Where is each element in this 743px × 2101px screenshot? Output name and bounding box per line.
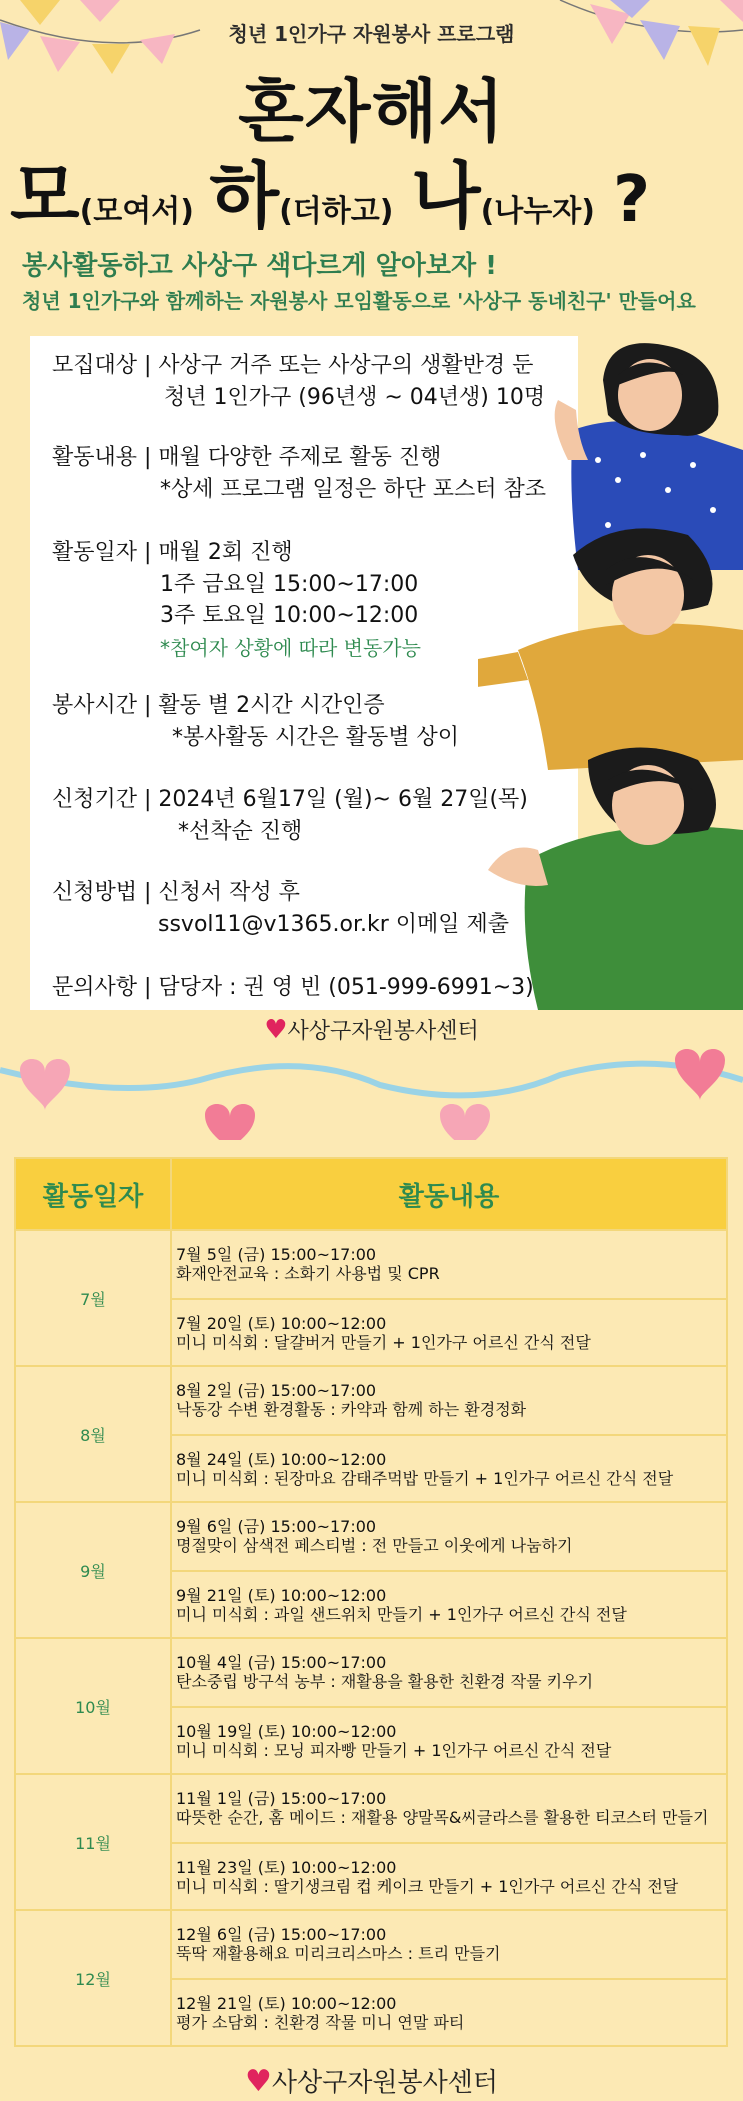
- month-cell: 12월: [16, 1911, 172, 2045]
- org-logo-bottom: [0, 2062, 743, 2099]
- info-period-1: 신청기간 | 2024년 6월17일 (월)~ 6월 27일(목): [52, 787, 528, 812]
- event-date: 7월 5일 (금) 15:00~17:00: [176, 1245, 377, 1264]
- event-desc: 따뜻한 순간, 홈 메이드 : 재활용 양말목&씨글라스를 활용한 티코스터 만들기: [176, 1808, 709, 1827]
- acronym-na: 나: [411, 154, 481, 238]
- info-hours-1: 봉사시간 | 활동 별 2시간 시간인증: [52, 693, 385, 718]
- intro-line-1: 봉사활동하고 사상구 색다르게 알아보자 !: [22, 251, 498, 281]
- schedule-table: [14, 1157, 728, 2047]
- event-desc: 미니 미식회 : 된장마요 감태주먹밥 만들기 + 1인가구 어르신 간식 전달: [176, 1469, 674, 1488]
- acronym-ha-sub: (더하고): [279, 194, 394, 229]
- schedule-header-row: [16, 1159, 726, 1229]
- heart-logo-icon: ♥: [245, 2064, 272, 2099]
- info-period-2: *선착순 진행: [178, 819, 303, 844]
- month-cell: 10월: [16, 1639, 172, 1773]
- event-item: [172, 1639, 726, 1706]
- event-date: 10월 19일 (토) 10:00~12:00: [176, 1722, 397, 1741]
- event-date: 12월 6일 (금) 15:00~17:00: [176, 1925, 387, 1944]
- event-item: [172, 1434, 726, 1501]
- info-hours-2: *봉사활동 시간은 활동별 상이: [172, 725, 460, 750]
- event-item: [172, 1911, 726, 1978]
- event-item: [172, 1367, 726, 1434]
- info-date-2: 1주 금요일 15:00~17:00: [160, 572, 419, 597]
- info-contact: 문의사항 | 담당자 : 권 영 빈 (051-999-6991~3): [52, 975, 534, 1000]
- acronym-na-sub: (나누자): [480, 194, 595, 229]
- people-illustration: [478, 340, 743, 1010]
- info-recruit-2: 청년 1인가구 (96년생 ~ 04년생) 10명: [164, 385, 546, 410]
- info-recruit-1: 모집대상 | 사상구 거주 또는 사상구의 생활반경 둔: [52, 353, 534, 378]
- info-method-2: ssvol11@v1365.or.kr 이메일 제출: [158, 912, 510, 937]
- hearts-decoration: [0, 1040, 743, 1140]
- month-cell: 8월: [16, 1367, 172, 1501]
- program-subtitle: 청년 1인가구 자원봉사 프로그램: [228, 22, 515, 46]
- event-desc: 탄소중립 방구석 농부 : 재활용을 활용한 친환경 작물 키우기: [176, 1672, 594, 1691]
- org-name-center: 사상구자원봉사센터: [287, 1019, 479, 1044]
- table-row: [16, 1637, 726, 1773]
- event-desc: 낙동강 수변 환경활동 : 카약과 함께 하는 환경정화: [176, 1400, 527, 1419]
- event-date: 11월 23일 (토) 10:00~12:00: [176, 1858, 397, 1877]
- title-acronym-row: [10, 138, 740, 242]
- event-desc: 평가 소담회 : 친환경 작물 미니 연말 파티: [176, 2013, 465, 2032]
- event-desc: 미니 미식회 : 딸기생크림 컵 케이크 만들기 + 1인가구 어르신 간식 전달: [176, 1877, 679, 1896]
- event-desc: 명절맞이 삼색전 페스티벌 : 전 만들고 이웃에게 나눔하기: [176, 1536, 573, 1555]
- col-header-content: 활동내용: [398, 1181, 500, 1212]
- org-name-bottom: 사상구자원봉사센터: [271, 2068, 498, 2098]
- table-row: [16, 1909, 726, 2045]
- event-desc: 미니 미식회 : 과일 샌드위치 만들기 + 1인가구 어르신 간식 전달: [176, 1605, 627, 1624]
- heart-logo-icon: ♥: [264, 1015, 288, 1045]
- event-item: [172, 1775, 726, 1842]
- event-item: [172, 1503, 726, 1570]
- event-desc: 뚝딱 재활용해요 미리크리스마스 : 트리 만들기: [176, 1944, 501, 1963]
- month-cell: 11월: [16, 1775, 172, 1909]
- info-content-1: 활동내용 | 매월 다양한 주제로 활동 진행: [52, 445, 442, 470]
- event-item: [172, 1570, 726, 1637]
- event-date: 7월 20일 (토) 10:00~12:00: [176, 1314, 387, 1333]
- intro-line-2: 청년 1인가구와 함께하는 자원봉사 모임활동으로 '사상구 동네친구' 만들어요: [22, 289, 696, 313]
- info-content-2: *상세 프로그램 일정은 하단 포스터 참조: [160, 477, 546, 502]
- event-item: [172, 1298, 726, 1365]
- question-mark: ?: [612, 163, 651, 237]
- info-date-3: 3주 토요일 10:00~12:00: [160, 603, 419, 628]
- table-row: [16, 1365, 726, 1501]
- event-date: 9월 6일 (금) 15:00~17:00: [176, 1517, 377, 1536]
- acronym-mo: 모: [10, 154, 80, 238]
- table-row: [16, 1773, 726, 1909]
- event-date: 12월 21일 (토) 10:00~12:00: [176, 1994, 397, 2013]
- title-main: 혼자해서: [238, 73, 505, 152]
- event-date: 8월 24일 (토) 10:00~12:00: [176, 1450, 387, 1469]
- acronym-ha: 하: [209, 154, 280, 238]
- event-date: 11월 1일 (금) 15:00~17:00: [176, 1789, 387, 1808]
- event-item: [172, 1706, 726, 1773]
- event-date: 9월 21일 (토) 10:00~12:00: [176, 1586, 387, 1605]
- col-header-date: 활동일자: [16, 1159, 172, 1229]
- event-desc: 미니 미식회 : 모닝 피자빵 만들기 + 1인가구 어르신 간식 전달: [176, 1741, 612, 1760]
- info-method-1: 신청방법 | 신청서 작성 후: [52, 880, 300, 905]
- table-row: [16, 1229, 726, 1365]
- event-desc: 화재안전교육 : 소화기 사용법 및 CPR: [176, 1264, 440, 1283]
- acronym-mo-sub: (모여서): [79, 194, 194, 229]
- event-desc: 미니 미식회 : 달걀버거 만들기 + 1인가구 어르신 간식 전달: [176, 1333, 591, 1352]
- event-item: [172, 1231, 726, 1298]
- info-date-1: 활동일자 | 매월 2회 진행: [52, 540, 293, 565]
- month-cell: 7월: [16, 1231, 172, 1365]
- event-item: [172, 1842, 726, 1909]
- event-date: 10월 4일 (금) 15:00~17:00: [176, 1653, 387, 1672]
- table-row: [16, 1501, 726, 1637]
- event-date: 8월 2일 (금) 15:00~17:00: [176, 1381, 377, 1400]
- info-date-4: *참여자 상황에 따라 변동가능: [160, 636, 421, 660]
- event-item: [172, 1978, 726, 2045]
- month-cell: 9월: [16, 1503, 172, 1637]
